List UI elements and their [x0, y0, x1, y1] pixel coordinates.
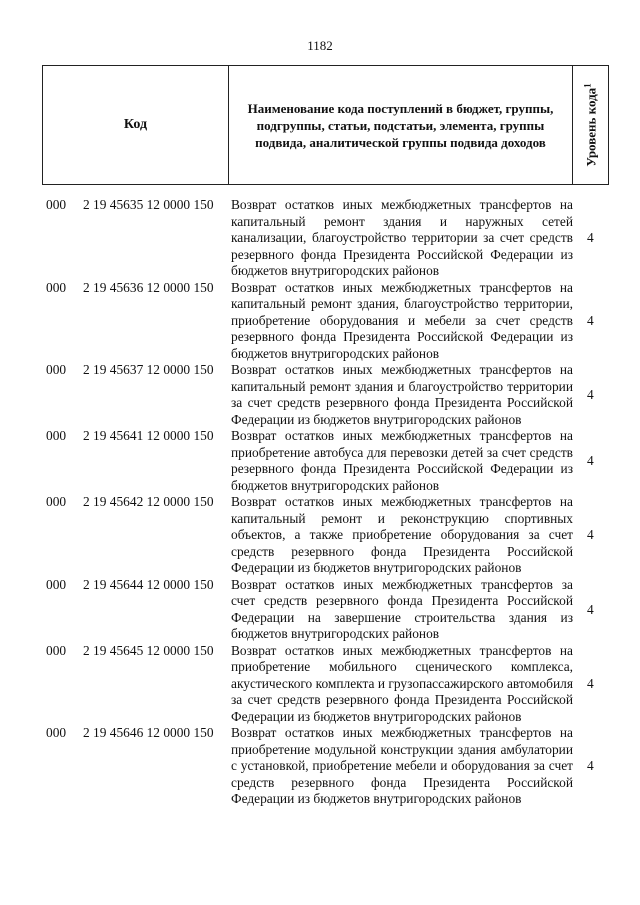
admin-code: 000	[46, 494, 67, 509]
code-level: 4	[587, 601, 594, 617]
budget-code: 2 19 45637 12 0000 150	[83, 362, 214, 377]
code-description: Возврат остатков иных межбюджетных трансфертов на капитальный ремонт здания и наружных сетей канализации, благоустройство территории за счет средств резервного фонда Президента Российской Федерации из бюджетов внутригородских районов	[231, 197, 573, 278]
header-level-text: Уровень кода	[583, 87, 599, 167]
header-level-footnote: 1	[581, 83, 592, 88]
code-level: 4	[587, 675, 594, 691]
budget-code: 2 19 45646 12 0000 150	[83, 725, 214, 740]
budget-code: 2 19 45641 12 0000 150	[83, 428, 214, 443]
budget-code: 2 19 45635 12 0000 150	[83, 197, 214, 212]
admin-code: 000	[46, 428, 67, 443]
table-header	[42, 65, 609, 185]
table-row	[0, 494, 640, 577]
header-code-label: Код	[123, 117, 148, 132]
admin-code: 000	[46, 362, 67, 377]
code-description: Возврат остатков иных межбюджетных трансфертов на приобретение автобуса для перевозки детей за счет средств резервного фонда Президента Российской Федерации из бюджетов внутригородских районов	[231, 428, 573, 493]
table-body	[0, 197, 640, 808]
table-row	[0, 643, 640, 726]
admin-code: 000	[46, 197, 67, 212]
budget-code: 2 19 45644 12 0000 150	[83, 576, 214, 592]
admin-code: 000	[46, 642, 67, 658]
budget-code: 2 19 45642 12 0000 150	[83, 494, 214, 509]
code-level: 4	[587, 230, 594, 246]
header-code-cell	[43, 66, 229, 184]
header-name-label: Наименование кода поступлений в бюджет, группы, подгруппы, статьи, подстатьи, элемента, группы подвида, аналитической группы подвида доходов	[247, 100, 554, 150]
admin-code: 000	[46, 279, 67, 295]
code-level: 4	[587, 453, 594, 468]
code-description: Возврат остатков иных межбюджетных трансфертов на капитальный ремонт здания, благоустройство территории, приобретение оборудования и мебели за счет средств резервного фонда Президента Российской Федерации из бюджетов внутригородских районов	[231, 279, 573, 361]
table-row	[0, 197, 640, 280]
header-level-cell	[573, 66, 608, 184]
admin-code: 000	[46, 576, 67, 592]
code-level: 4	[587, 758, 594, 774]
table-row	[0, 428, 640, 494]
code-level: 4	[587, 387, 594, 402]
header-level-label	[582, 83, 599, 166]
table-row	[0, 280, 640, 363]
table-row	[0, 725, 640, 808]
code-level: 4	[587, 312, 594, 328]
code-description: Возврат остатков иных межбюджетных трансфертов за счет средств резервного фонда Президента Российской Федерации на завершение строительства здания из бюджетов внутригородских районов	[231, 576, 573, 641]
code-level: 4	[587, 527, 594, 543]
header-name-cell	[229, 66, 573, 184]
page-number: 1182	[307, 38, 333, 53]
table-row	[0, 577, 640, 643]
code-description: Возврат остатков иных межбюджетных трансфертов на капитальный ремонт здания и благоустройство территории за счет средств резервного фонда Президента Российской Федерации из бюджетов внутригородских районов	[231, 362, 573, 427]
budget-code: 2 19 45636 12 0000 150	[83, 279, 214, 295]
code-description: Возврат остатков иных межбюджетных трансфертов на приобретение модульной конструкции здания амбулатории с установкой, приобретение мебели и оборудования за счет средств резервного фонда Президента Российской Федерации из бюджетов внутригородских районов	[231, 725, 573, 806]
budget-code: 2 19 45645 12 0000 150	[83, 642, 214, 658]
code-description: Возврат остатков иных межбюджетных трансфертов на капитальный ремонт и реконструкцию спортивных объектов, а также приобретение оборудования за счет средств резервного фонда Президента Российской Федерации из бюджетов внутригородских районов	[231, 494, 573, 575]
table-row	[0, 362, 640, 428]
admin-code: 000	[46, 725, 67, 740]
code-description: Возврат остатков иных межбюджетных трансфертов на приобретение мобильного сценического комплекса, акустического комплекта и грузопассажирского автомобиля за счет средств резервного фонда Президента Российской Федерации из бюджетов внутригородских районов	[231, 642, 573, 724]
